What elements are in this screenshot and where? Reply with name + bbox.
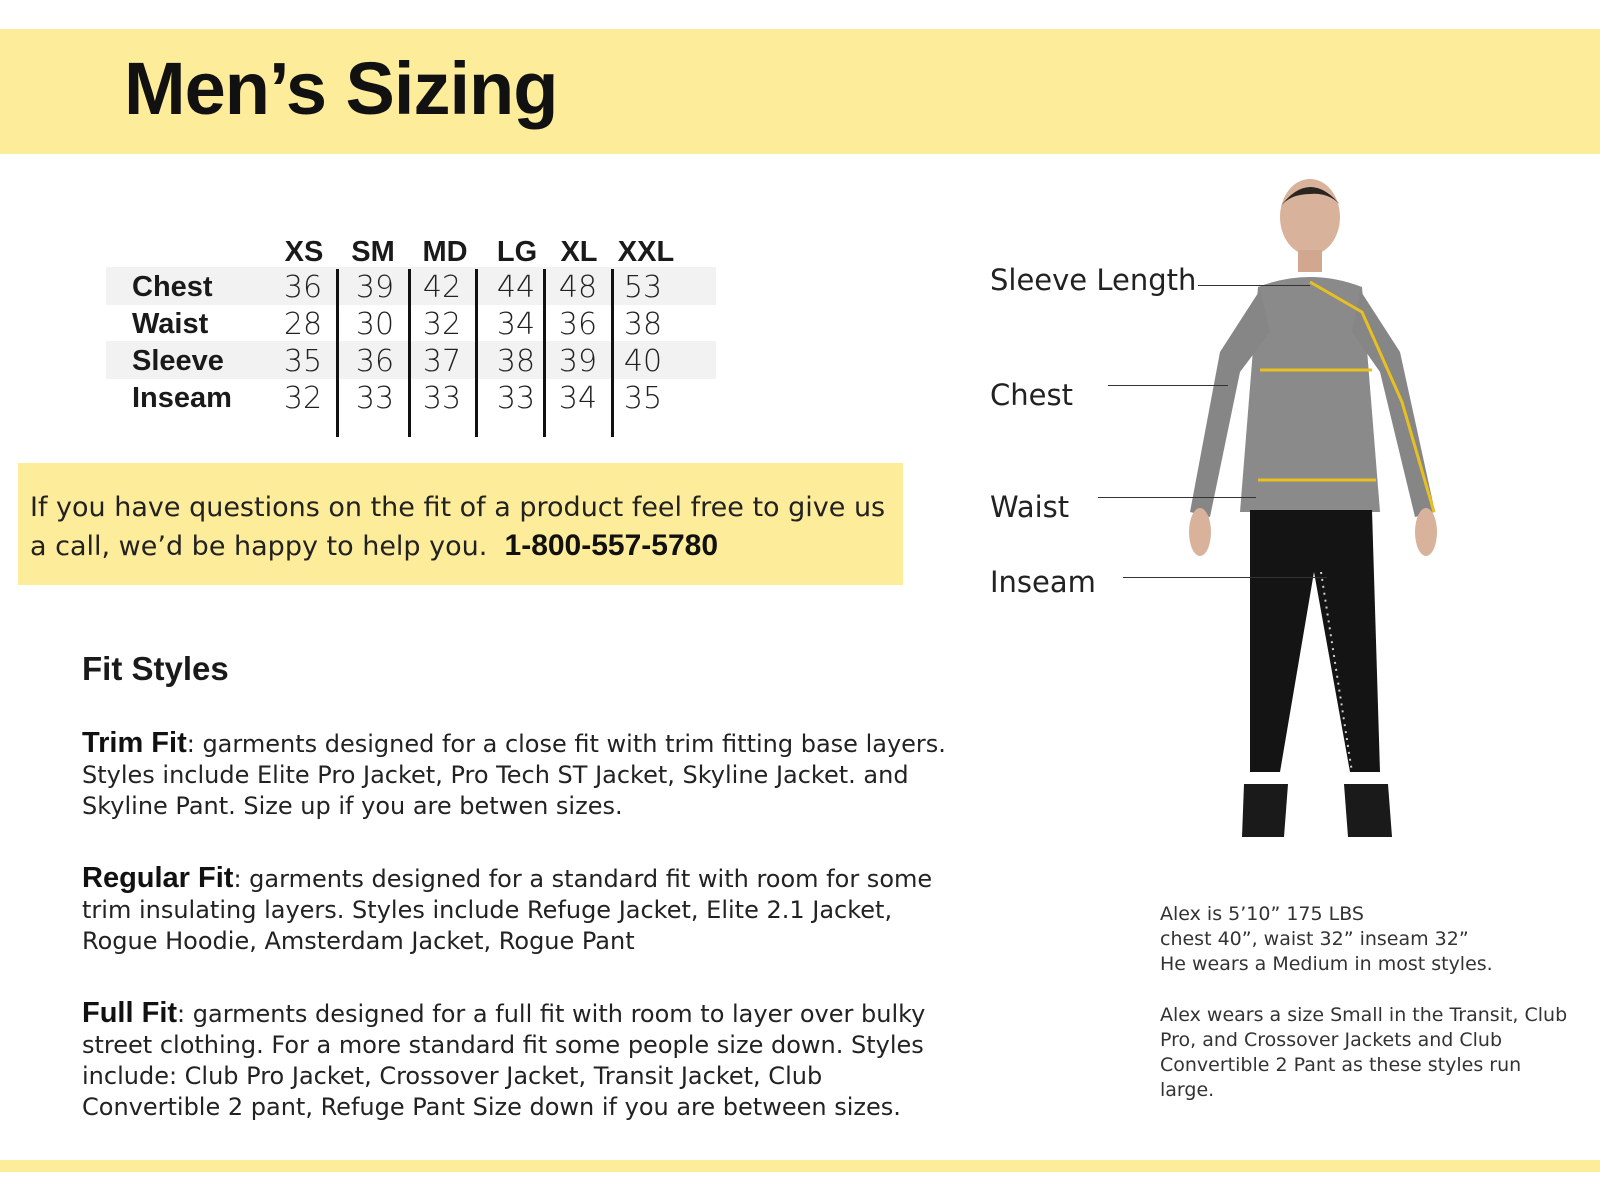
- table-cell: 34: [496, 307, 536, 342]
- model-photo: [1180, 172, 1480, 872]
- fit-style-regular: [82, 863, 962, 957]
- callout-text: [30, 489, 910, 566]
- model-stats-line: He wears a Medium in most styles.: [1160, 953, 1493, 975]
- table-cell: 36: [283, 270, 323, 305]
- row-label-chest: Chest: [132, 271, 213, 303]
- table-cell: 39: [558, 344, 598, 379]
- fit-style-text: : garments designed for a close fit with trim fitting base layers. Styles include Elite Pro Jacket, Pro Tech ST Jacket, Skyline Jacket. and Skyline Pant. Size up if you are betwen sizes.: [82, 730, 946, 820]
- model-neck: [1298, 250, 1322, 272]
- leader-line: [1098, 497, 1256, 498]
- col-head-lg: LG: [496, 236, 538, 268]
- table-cell: 37: [422, 344, 462, 379]
- col-head-xs: XS: [284, 236, 324, 268]
- fit-style-name: Trim Fit: [82, 727, 187, 759]
- fit-style-text: : garments designed for a standard fit with room for some trim insulating layers. Styles include Refuge Jacket, Elite 2.1 Jacket, Rogue Hoodie, Amsterdam Jacket, Rogue Pant: [82, 865, 933, 955]
- model-stats-line: Alex is 5’10” 175 LBS: [1160, 903, 1364, 925]
- table-cell: 44: [496, 270, 536, 305]
- model-right-shoe: [1344, 784, 1392, 837]
- table-cell: 38: [623, 307, 663, 342]
- label-sleeve-length: Sleeve Length: [990, 263, 1197, 297]
- model-left-shoe: [1242, 784, 1288, 837]
- table-cell: 36: [355, 344, 395, 379]
- table-cell: 33: [355, 381, 395, 416]
- fit-style-name: Regular Fit: [82, 862, 234, 894]
- table-cell: 36: [558, 307, 598, 342]
- col-head-sm: SM: [351, 236, 395, 268]
- fit-style-trim: [82, 728, 962, 822]
- table-cell: 40: [623, 344, 663, 379]
- fit-style-name: Full Fit: [82, 997, 178, 1029]
- column-divider: [336, 269, 339, 437]
- leader-line: [1123, 577, 1327, 578]
- col-head-xl: XL: [560, 236, 598, 268]
- model-left-hand: [1189, 508, 1211, 556]
- table-cell: 35: [623, 381, 663, 416]
- col-head-xxl: XXL: [617, 236, 675, 268]
- row-label-inseam: Inseam: [132, 382, 232, 414]
- fit-styles-heading: Fit Styles: [82, 650, 229, 687]
- col-head-md: MD: [422, 236, 468, 268]
- page-title: Men’s Sizing: [124, 47, 558, 130]
- model-stats: [1160, 902, 1580, 977]
- table-cell: 32: [422, 307, 462, 342]
- table-cell: 42: [422, 270, 462, 305]
- table-cell: 53: [623, 270, 663, 305]
- row-label-waist: Waist: [132, 308, 209, 340]
- bottom-bar: [0, 1160, 1600, 1172]
- table-cell: 34: [558, 381, 598, 416]
- fit-style-full: [82, 998, 962, 1123]
- callout-message: If you have questions on the fit of a product feel free to give us a call, we’d be happy to help you.: [30, 492, 886, 562]
- model-stats-line: chest 40”, waist 32” inseam 32”: [1160, 928, 1469, 950]
- label-waist: Waist: [990, 490, 1070, 524]
- table-cell: 33: [422, 381, 462, 416]
- size-table: [106, 233, 726, 438]
- table-cell: 33: [496, 381, 536, 416]
- leader-line: [1108, 385, 1228, 386]
- table-cell: 39: [355, 270, 395, 305]
- model-sizing-note: Alex wears a size Small in the Transit, Club Pro, and Crossover Jackets and Club Convertible 2 Pant as these styles run large.: [1160, 1004, 1568, 1101]
- leader-line: [1198, 285, 1310, 286]
- model-right-hand: [1415, 508, 1437, 556]
- label-chest: Chest: [990, 378, 1073, 412]
- row-label-sleeve: Sleeve: [132, 345, 224, 377]
- phone-number[interactable]: 1-800-557-5780: [504, 529, 719, 562]
- table-cell: 28: [283, 307, 323, 342]
- table-cell: 35: [283, 344, 323, 379]
- help-callout: [18, 463, 903, 585]
- column-divider: [475, 269, 478, 437]
- table-cell: 32: [283, 381, 323, 416]
- fit-style-text: : garments designed for a full fit with room to layer over bulky street clothing. For a more standard fit some people size down. Styles include: Club Pro Jacket, Crossover Jacket, Transit Jacket, Club Convertible 2 pant, Refuge Pant Size down if you are between sizes.: [82, 1000, 926, 1121]
- table-cell: 38: [496, 344, 536, 379]
- table-cell: 30: [355, 307, 395, 342]
- model-pants: [1250, 510, 1380, 772]
- table-cell: 48: [558, 270, 598, 305]
- label-inseam: Inseam: [990, 565, 1096, 599]
